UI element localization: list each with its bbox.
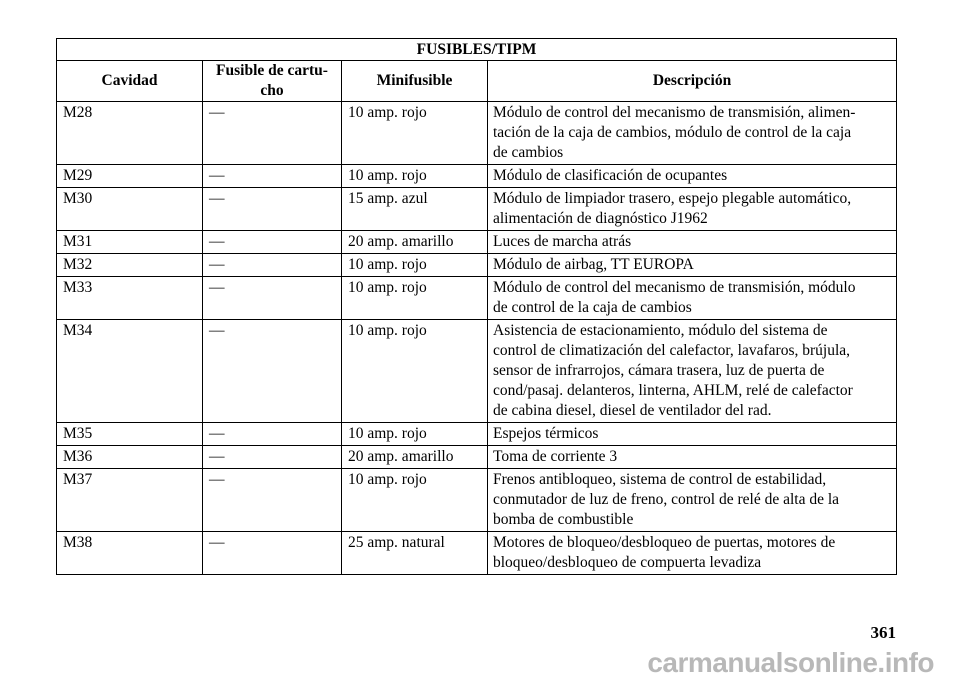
description-line: Toma de corriente 3: [493, 448, 618, 465]
description-cell: [488, 165, 897, 188]
description-cell: [488, 423, 897, 446]
description-line: Asistencia de estacionamiento, módulo del sistema de: [493, 322, 828, 339]
table-row: [57, 277, 897, 320]
description-line: bomba de combustible: [493, 511, 634, 528]
minifuse-cell: 25 amp. natural: [342, 532, 488, 575]
description-cell: [488, 254, 897, 277]
description-line: Frenos antibloqueo, sistema de control de estabilidad,: [493, 471, 827, 488]
description-line: tación de la caja de cambios, módulo de control de la caja: [493, 124, 852, 141]
table-row: [57, 423, 897, 446]
cartridge-fuse-cell: —: [203, 277, 342, 320]
header-cartridge-fuse: [203, 61, 342, 102]
cavity-cell: M35: [57, 423, 203, 446]
table-row: [57, 254, 897, 277]
description-cell: [488, 102, 897, 165]
cavity-cell: M31: [57, 231, 203, 254]
minifuse-cell: 10 amp. rojo: [342, 165, 488, 188]
page-number: 361: [870, 623, 896, 642]
description-line: Motores de bloqueo/desbloqueo de puertas, motores de: [493, 534, 836, 551]
description-line: alimentación de diagnóstico J1962: [493, 210, 708, 227]
table-row: [57, 165, 897, 188]
description-cell: [488, 469, 897, 532]
table-row: [57, 102, 897, 165]
minifuse-cell: 10 amp. rojo: [342, 320, 488, 423]
table-row: [57, 320, 897, 423]
table-row: [57, 469, 897, 532]
table-title: FUSIBLES/TIPM: [57, 39, 897, 61]
minifuse-cell: 15 amp. azul: [342, 188, 488, 231]
minifuse-cell: 10 amp. rojo: [342, 469, 488, 532]
cartridge-fuse-cell: —: [203, 188, 342, 231]
minifuse-cell: 10 amp. rojo: [342, 102, 488, 165]
header-cavity: Cavidad: [57, 61, 203, 102]
cartridge-fuse-cell: —: [203, 532, 342, 575]
description-line: Módulo de limpiador trasero, espejo plegable automático,: [493, 190, 852, 207]
header-cartridge-line1: Fusible de cartu-: [216, 62, 328, 79]
description-cell: [488, 277, 897, 320]
description-line: bloqueo/desbloqueo de compuerta levadiza: [493, 554, 762, 571]
description-line: de control de la caja de cambios: [493, 299, 692, 316]
cartridge-fuse-cell: —: [203, 469, 342, 532]
description-cell: [488, 320, 897, 423]
cavity-cell: M28: [57, 102, 203, 165]
description-line: Módulo de airbag, TT EUROPA: [493, 256, 694, 273]
cavity-cell: M30: [57, 188, 203, 231]
cavity-cell: M38: [57, 532, 203, 575]
minifuse-cell: 10 amp. rojo: [342, 423, 488, 446]
table-row: [57, 188, 897, 231]
description-line: Luces de marcha atrás: [493, 233, 632, 250]
description-cell: [488, 231, 897, 254]
cartridge-fuse-cell: —: [203, 165, 342, 188]
cavity-cell: M33: [57, 277, 203, 320]
cartridge-fuse-cell: —: [203, 423, 342, 446]
header-description: Descripción: [488, 61, 897, 102]
cartridge-fuse-cell: —: [203, 254, 342, 277]
table-row: [57, 532, 897, 575]
description-line: Módulo de control del mecanismo de transmisión, módulo: [493, 279, 856, 296]
description-line: control de climatización del calefactor, lavafaros, brújula,: [493, 342, 850, 359]
description-line: Módulo de control del mecanismo de transmisión, alimen-: [493, 104, 856, 121]
cavity-cell: M36: [57, 446, 203, 469]
description-line: Módulo de clasificación de ocupantes: [493, 167, 728, 184]
cavity-cell: M29: [57, 165, 203, 188]
watermark: carmanualsonline.info: [647, 647, 934, 678]
cartridge-fuse-cell: —: [203, 231, 342, 254]
cartridge-fuse-cell: —: [203, 102, 342, 165]
fuse-table-body: [57, 102, 897, 575]
minifuse-cell: 10 amp. rojo: [342, 277, 488, 320]
description-line: de cambios: [493, 144, 564, 161]
description-line: de cabina diesel, diesel de ventilador del rad.: [493, 402, 772, 419]
description-cell: [488, 446, 897, 469]
minifuse-cell: 20 amp. amarillo: [342, 231, 488, 254]
description-line: cond/pasaj. delanteros, linterna, AHLM, relé de calefactor: [493, 382, 853, 399]
description-line: conmutador de luz de freno, control de relé de alta de la: [493, 491, 840, 508]
fuse-table: [56, 38, 897, 575]
minifuse-cell: 20 amp. amarillo: [342, 446, 488, 469]
cavity-cell: M32: [57, 254, 203, 277]
cartridge-fuse-cell: —: [203, 446, 342, 469]
cavity-cell: M37: [57, 469, 203, 532]
minifuse-cell: 10 amp. rojo: [342, 254, 488, 277]
header-minifuse: Minifusible: [342, 61, 488, 102]
cavity-cell: M34: [57, 320, 203, 423]
table-row: [57, 231, 897, 254]
description-cell: [488, 188, 897, 231]
description-line: sensor de infrarrojos, cámara trasera, luz de puerta de: [493, 362, 825, 379]
cartridge-fuse-cell: —: [203, 320, 342, 423]
header-cartridge-line2: cho: [260, 82, 284, 99]
table-row: [57, 446, 897, 469]
description-line: Espejos térmicos: [493, 425, 599, 442]
description-cell: [488, 532, 897, 575]
